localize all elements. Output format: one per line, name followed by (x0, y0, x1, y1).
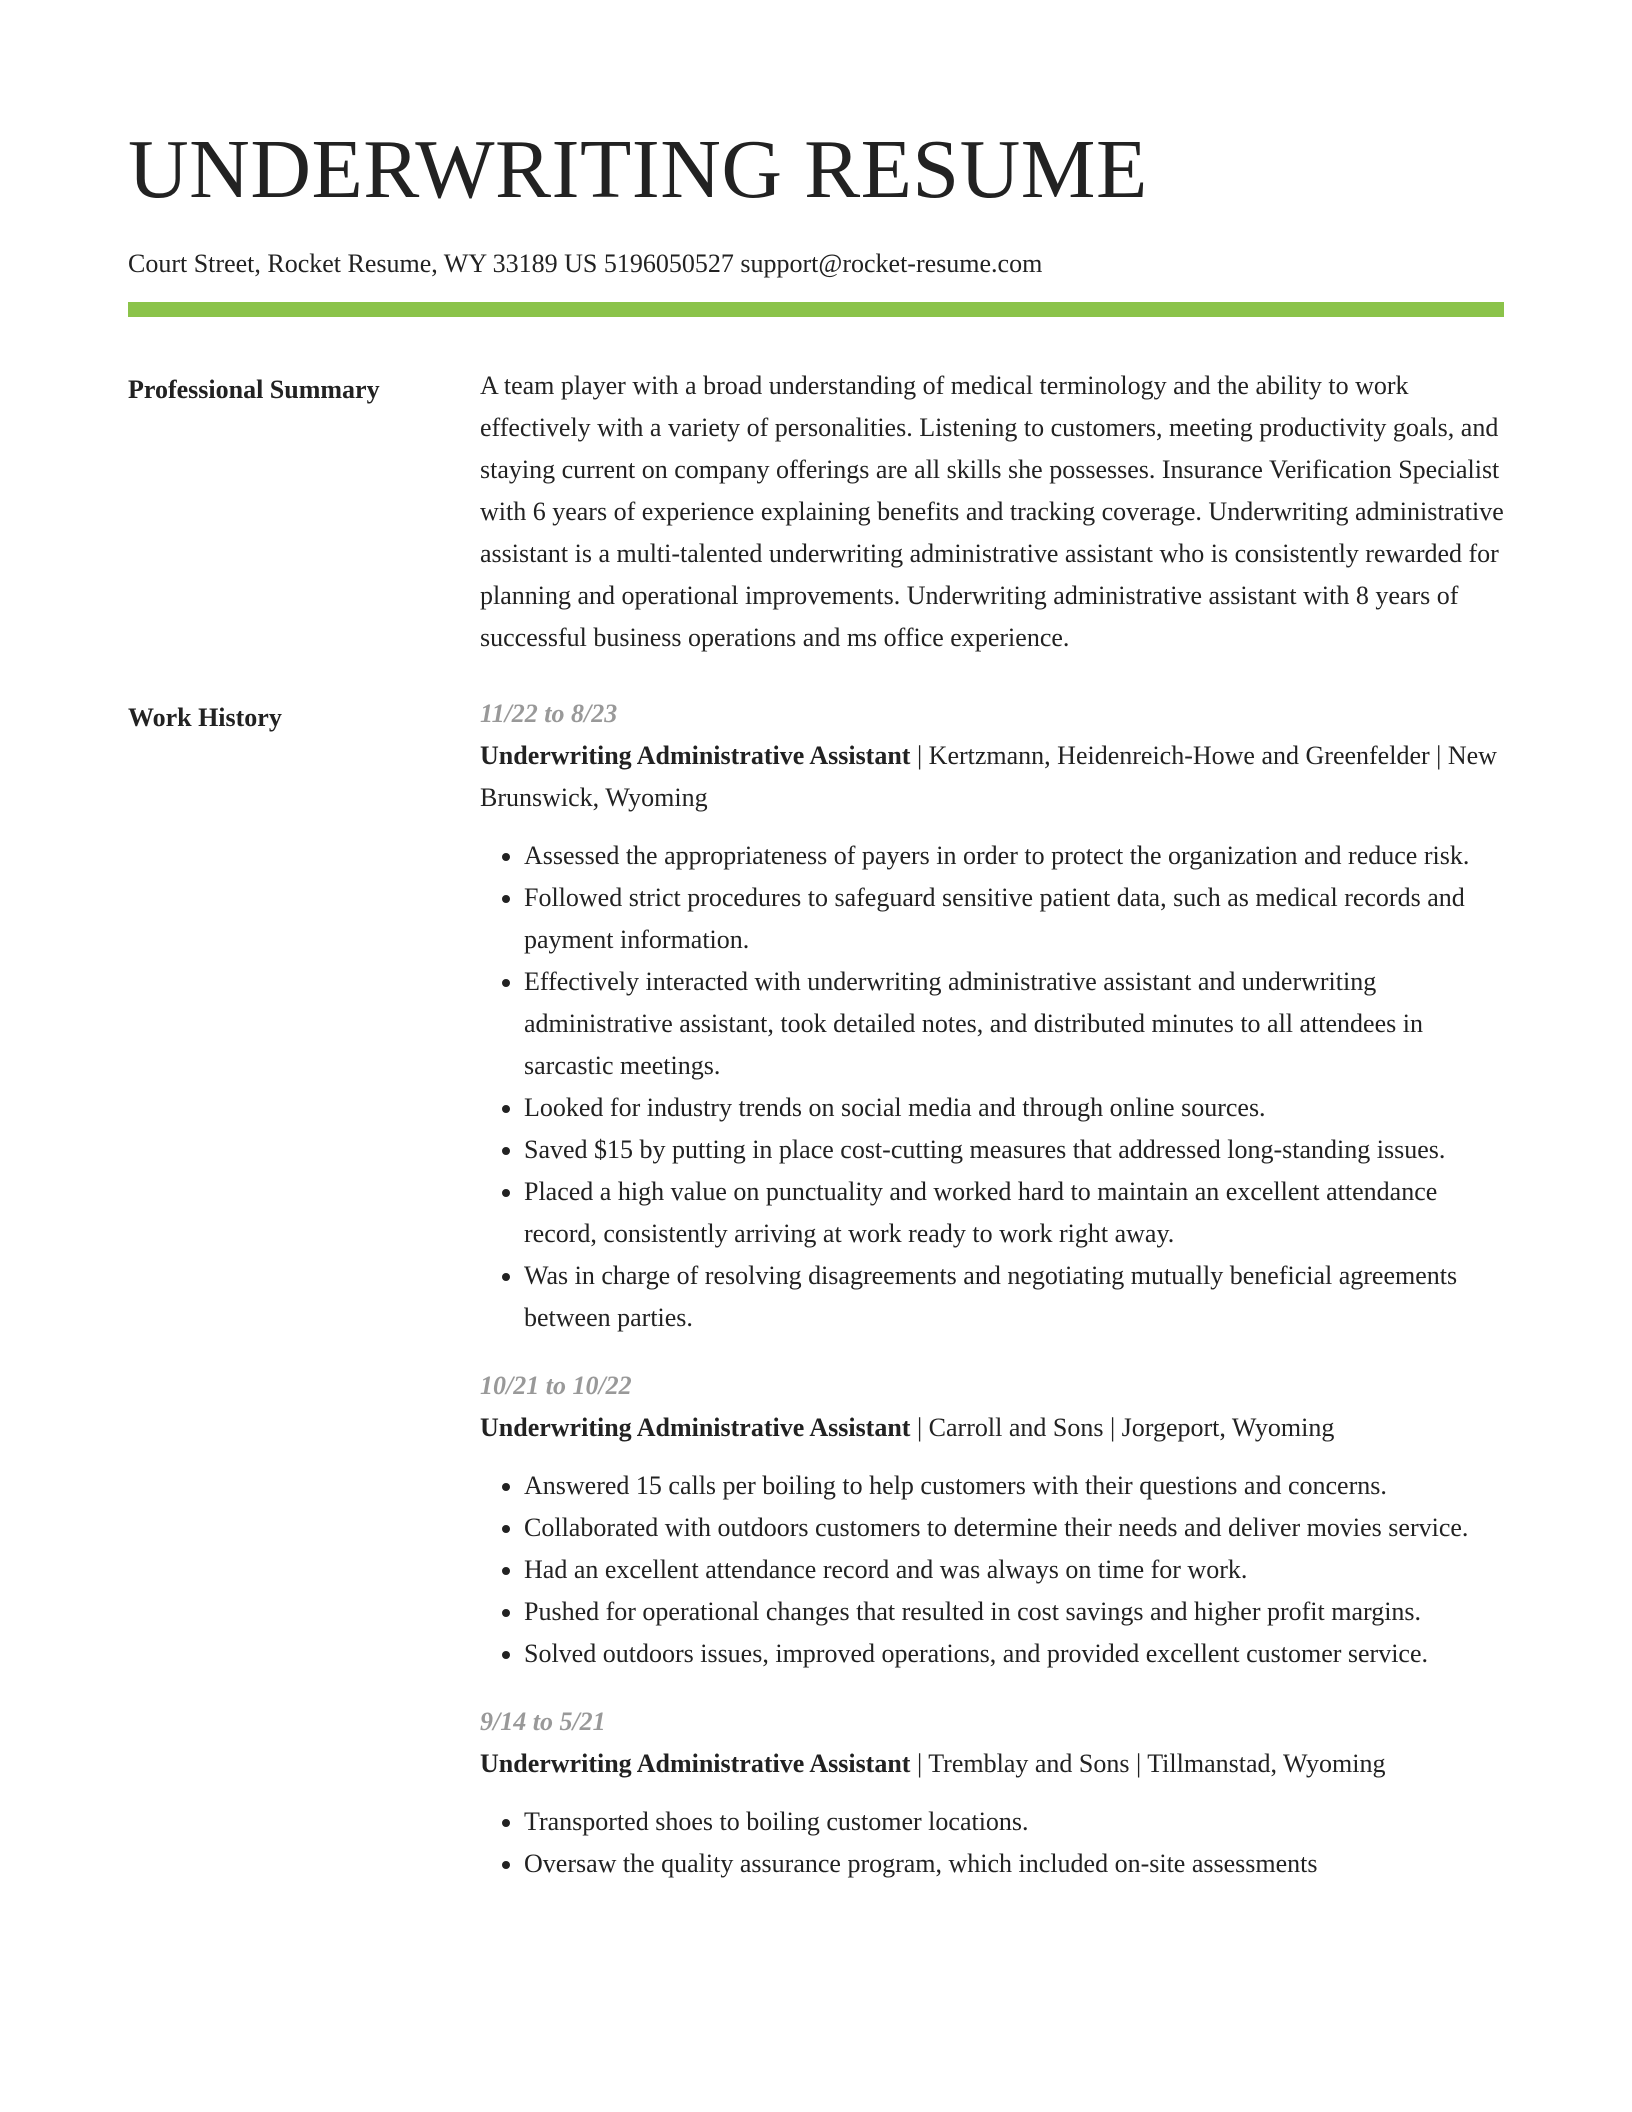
work-history-section (128, 697, 1504, 1915)
job-bullet-list (480, 1465, 1504, 1675)
resume-page (128, 120, 1504, 1915)
job-dates: 9/14 to 5/21 (480, 1707, 606, 1736)
work-history-label: Work History (128, 703, 282, 732)
summary-content (480, 369, 1504, 659)
job-dates: 11/22 to 8/23 (480, 699, 618, 728)
job-bullet-list (480, 835, 1504, 1339)
job-bullet: • Effectively interacted with underwriting administrative assistant and underwriting administrative assistant, took detailed notes, and distributed minutes to all attendees in sarcastic meetings. (524, 961, 1504, 1087)
job-heading (480, 1743, 1504, 1785)
job-bullet: • Transported shoes to boiling customer locations. (524, 1801, 1504, 1843)
resume-title: UNDERWRITING RESUME (128, 123, 1148, 216)
job-entry (480, 1701, 1504, 1885)
job-employer-location: | Kertzmann, Heidenreich-Howe and Greenfelder | New Brunswick, Wyoming (480, 741, 1497, 812)
summary-text: A team player with a broad understanding of medical terminology and the ability to work effectively with a variety of personalities. Listening to customers, meeting productivity goals, and staying current on company offerings are all skills she possesses. Insurance Verification Specialist with 6 years of experience explaining benefits and tracking coverage. Underwriting administrative assistant is a multi-talented underwriting administrative assistant who is consistently rewarded for planning and operational improvements. Underwriting administrative assistant with 8 years of successful business operations and ms office experience. (480, 371, 1504, 652)
job-title: Underwriting Administrative Assistant (480, 1413, 911, 1442)
job-bullet: • Placed a high value on punctuality and worked hard to maintain an excellent attendance record, consistently arriving at work ready to work right away. (524, 1171, 1504, 1255)
summary-section (128, 369, 1504, 659)
job-bullet: • Saved $15 by putting in place cost-cutting measures that addressed long-standing issues. (524, 1129, 1504, 1171)
job-bullet: • Oversaw the quality assurance program, which included on-site assessments (524, 1843, 1504, 1885)
job-entry (480, 693, 1504, 1339)
job-bullet: • Was in charge of resolving disagreements and negotiating mutually beneficial agreements between parties. (524, 1255, 1504, 1339)
job-dates: 10/21 to 10/22 (480, 1371, 632, 1400)
job-bullet: • Solved outdoors issues, improved operations, and provided excellent customer service. (524, 1633, 1504, 1675)
job-title: Underwriting Administrative Assistant (480, 741, 911, 770)
summary-label: Professional Summary (128, 375, 380, 404)
job-bullet: • Assessed the appropriateness of payers in order to protect the organization and reduce risk. (524, 835, 1504, 877)
work-history-content (480, 697, 1504, 1915)
job-bullet: • Had an excellent attendance record and was always on time for work. (524, 1549, 1504, 1591)
job-bullet: • Answered 15 calls per boiling to help customers with their questions and concerns. (524, 1465, 1504, 1507)
job-bullet: • Collaborated with outdoors customers to determine their needs and deliver movies service. (524, 1507, 1504, 1549)
job-title: Underwriting Administrative Assistant (480, 1749, 911, 1778)
job-heading (480, 1407, 1504, 1449)
job-employer-location: | Carroll and Sons | Jorgeport, Wyoming (910, 1413, 1335, 1442)
job-bullet: • Pushed for operational changes that resulted in cost savings and higher profit margins. (524, 1591, 1504, 1633)
job-entry (480, 1365, 1504, 1675)
job-bullet-list (480, 1801, 1504, 1885)
job-employer-location: | Tremblay and Sons | Tillmanstad, Wyoming (910, 1749, 1386, 1778)
job-bullet: • Looked for industry trends on social media and through online sources. (524, 1087, 1504, 1129)
job-bullet: • Followed strict procedures to safeguard sensitive patient data, such as medical records and payment information. (524, 877, 1504, 961)
job-heading (480, 735, 1504, 819)
contact-line: Court Street, Rocket Resume, WY 33189 US 5196050527 support@rocket-resume.com (128, 249, 1043, 278)
header-divider (128, 302, 1504, 317)
